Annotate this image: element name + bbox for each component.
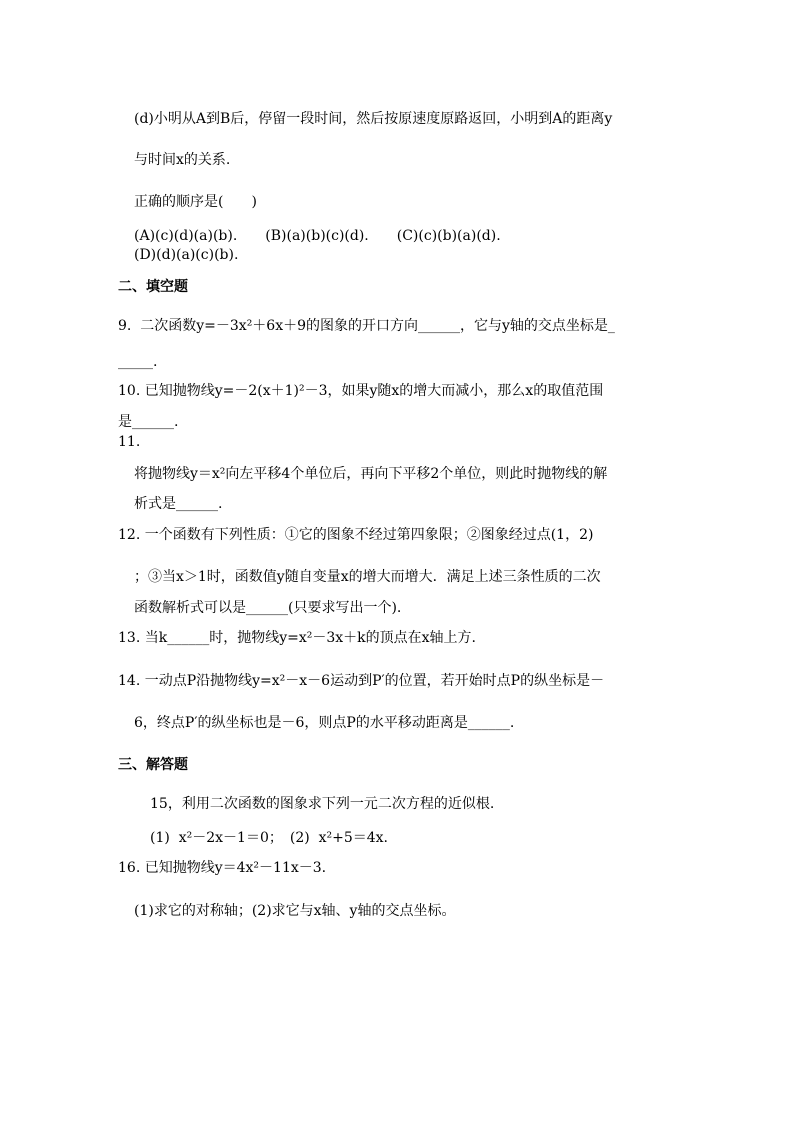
q8-option-d-line2: 与时间x的关系.	[134, 152, 231, 168]
q13: 13. 当k______时，抛物线y=x²－3x＋k的顶点在x轴上方.	[118, 630, 476, 646]
q8-options-line2: (D)(d)(a)(c)(b).	[134, 247, 239, 263]
q15-line2: (1) x²－2x－1＝0； (2) x²+5＝4x.	[150, 830, 388, 846]
q12-line1: 12. 一个函数有下列性质：①它的图象不经过第四象限；②图象经过点(1，2)	[118, 527, 594, 543]
q14-line2: 6，终点P′的纵坐标也是－6，则点P的水平移动距离是______.	[134, 715, 515, 731]
q15-line1: 15，利用二次函数的图象求下列一元二次方程的近似根.	[150, 796, 495, 812]
section-fill-in-heading: 二、填空题	[118, 279, 188, 295]
q10-line2: 是______.	[118, 414, 179, 430]
q10-line1: 10. 已知抛物线y=－2(x＋1)²－3，如果y随x的增大而减小，那么x的取值范围	[118, 383, 604, 399]
q11-line2: 析式是______.	[134, 496, 223, 512]
section-answer-heading: 三、解答题	[118, 757, 188, 773]
q14-line1: 14. 一动点P沿抛物线y=x²－x－6运动到P′的位置，若开始时点P的纵坐标是－	[118, 673, 605, 689]
q12-line3: 函数解析式可以是______(只要求写出一个).	[134, 600, 402, 616]
q11-line1: 将抛物线y＝x²向左平移4个单位后，再向下平移2个单位，则此时抛物线的解	[134, 466, 608, 482]
q12-line2: ；③当x＞1时，函数值y随自变量x的增大而增大．满足上述三条性质的二次	[134, 569, 601, 585]
q8-prompt: 正确的顺序是( )	[134, 194, 257, 210]
q9-line1: 9. 二次函数y=－3x²＋6x＋9的图象的开口方向______，它与y轴的交点坐标是_	[118, 318, 615, 334]
q8-option-d-line1: (d)小明从A到B后，停留一段时间，然后按原速度原路返回，小明到A的距离y	[134, 111, 613, 127]
q16-line2: (1)求它的对称轴；(2)求它与x轴、y轴的交点坐标。	[134, 903, 456, 919]
q8-options-line1: (A)(c)(d)(a)(b). (B)(a)(b)(c)(d). (C)(c)(b)(a)(d).	[134, 228, 501, 244]
q16-line1: 16. 已知抛物线y＝4x²－11x－3.	[118, 860, 327, 876]
q9-line2: _____.	[118, 354, 158, 370]
q11-number: 11.	[118, 434, 141, 450]
